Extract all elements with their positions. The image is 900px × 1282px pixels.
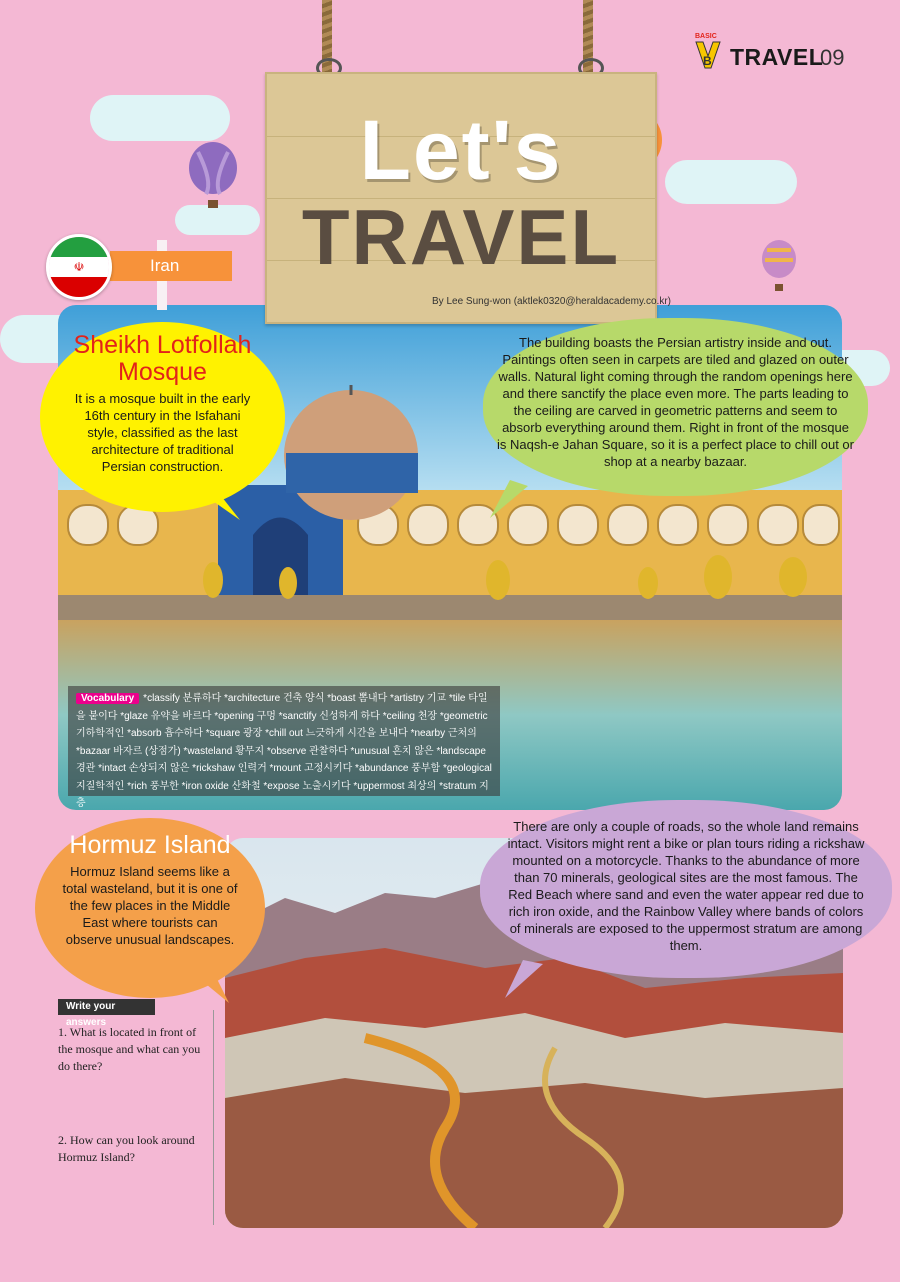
- svg-text:B: B: [703, 54, 712, 68]
- hot-air-balloon-icon: [186, 142, 240, 216]
- page-number: 09: [820, 45, 845, 70]
- answer-divider: [213, 1010, 214, 1225]
- hormuz-title: Hormuz Island: [69, 831, 231, 859]
- hormuz-detail-bubble: [480, 800, 892, 978]
- mosque-title: Sheikh Lotfollah Mosque: [73, 331, 252, 386]
- hormuz-intro-text: Hormuz Island seems like a total wasteland, but it is one of the few places in the Middle East where tourists can observe unusual landscapes.: [62, 864, 238, 947]
- section-title: TRAVEL: [730, 44, 824, 70]
- bubble-tail: [490, 480, 530, 520]
- bubble-tail: [200, 492, 240, 522]
- sign-title-lets: Let's: [359, 103, 563, 197]
- mosque-intro-bubble: [40, 322, 285, 512]
- hormuz-intro-bubble: [35, 818, 265, 998]
- question-2: 2. How can you look around Hormuz Island?: [58, 1133, 195, 1164]
- hot-air-balloon-icon: [760, 240, 798, 296]
- svg-text:BASIC: BASIC: [695, 33, 717, 40]
- cloud-decoration: [665, 160, 797, 204]
- sign-title-travel: TRAVEL: [301, 193, 621, 281]
- hormuz-detail-text: There are only a couple of roads, so the whole land remains intact. Visitors might rent a bike or plan tours riding a rickshaw mounted on a motorcycle. Thanks to the abundance of more than 70 minerals, geological sites are the most famous. The Red Beach where sand and even the water appear red due to rich iron oxide, and the Rainbow Valley where bands of colors of minerals are exposed to the uppermost stratum are among them.: [507, 819, 865, 953]
- question-1: 1. What is located in front of the mosque and what can you do there?: [58, 1025, 201, 1073]
- vocabulary-label: Vocabulary: [76, 693, 139, 704]
- write-answers-heading: Write your answers: [58, 999, 155, 1015]
- country-tag: Iran: [110, 251, 232, 281]
- author-byline: By Lee Sung-won (aktlek0320@heraldacademy.co.kr): [432, 296, 671, 307]
- cloud-decoration: [90, 95, 230, 141]
- bubble-tail: [505, 960, 545, 1000]
- mosque-detail-bubble: [483, 318, 868, 496]
- bubble-tail: [195, 975, 231, 1005]
- vocabulary-text: *classify 분류하다 *architecture 건축 양식 *boast 뽐내다 *artistry 기교 *tile 타일을 붙이다 *glaze 유약을 바르다 *opening 구멍 *sanctify 신성하게 하다 *ceiling 천장 *geometric 기하학적인 *absorb 흡수하다 *square 광장 *chill out 느긋하게 시간을 보내다 *nearby 근처의 *bazaar 바자르 (상점가) *wasteland 황무지 *observe 관찰하다 *unusual 흔치 않은 *landscape 경관 *intact 손상되지 않은 *rickshaw 인력거 *mount 고정시키다 *abundance 풍부함 *geological 지질학적인 *rich 풍부한 *iron oxide 산화철 *expose 노출시키다 *uppermost 최상의 *stratum 지층: [76, 693, 492, 809]
- magazine-logo-icon: [693, 30, 723, 70]
- lets-travel-sign: [265, 72, 657, 324]
- mosque-detail-text: The building boasts the Persian artistry inside and out. Paintings often seen in carpets are tiled and glazed on outer walls. Natural light coming through the random openings here and there sanctify the place even more. The parts leading to the ceiling are carved in geometric patterns and seem to absorb everything around them. Right in front of the mosque is Naqsh-e Jahan Square, so it is a perfect place to chill out or shop at a nearby bazaar.: [497, 335, 854, 469]
- mosque-intro-text: It is a mosque built in the early 16th century in the Isfahani style, classified as the last architecture of traditional Persian construction.: [74, 391, 251, 474]
- vocabulary-box: [68, 686, 500, 809]
- iran-flag-icon: ☫: [46, 234, 112, 300]
